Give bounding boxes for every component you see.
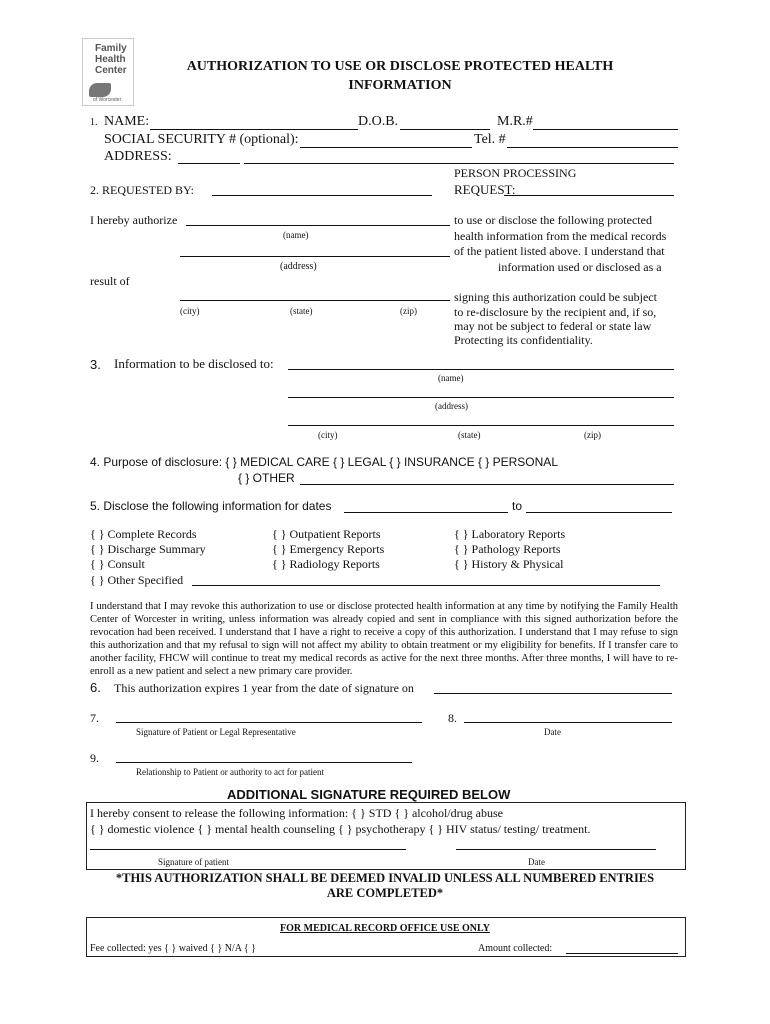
purpose-other-field[interactable] <box>300 484 674 485</box>
disclosed-name-caption: (name) <box>438 373 464 383</box>
logo-line2: Health <box>95 54 126 65</box>
form-title-line2: INFORMATION <box>348 78 452 93</box>
discharge-summary-option[interactable]: { } Discharge Summary <box>90 542 206 556</box>
state-caption: (state) <box>290 306 313 316</box>
tel-field[interactable] <box>507 147 678 148</box>
name-field[interactable] <box>150 129 358 130</box>
additional-signature-field[interactable] <box>90 849 406 850</box>
city-caption: (city) <box>180 306 200 316</box>
mr-field[interactable] <box>533 129 678 130</box>
ssn-field[interactable] <box>300 147 472 148</box>
hereby-authorize-label: I hereby authorize <box>90 213 178 227</box>
authorize-city-field[interactable] <box>180 300 450 301</box>
signature-date-field[interactable] <box>464 722 672 723</box>
leaf-icon <box>89 83 111 97</box>
dates-to-label: to <box>512 499 523 513</box>
logo-line3: Center <box>95 65 127 76</box>
requested-by-field[interactable] <box>212 195 432 196</box>
mr-label: M.R.# <box>497 114 533 129</box>
disclosed-to-city-field[interactable] <box>288 425 674 426</box>
revocation-paragraph: I understand that I may revoke this authorization to use or disclose protected health information at any time by notifying the Family Health Center of Worcester in writing, unless information was already copied and sent in compliance with this signed authorization before the revocation had been received. I understand that I have a right to receive a copy of this authorization. I understand that I may refuse to sign this authorization and that my refusal to sign will not affect my ability to obtain treatment or my eligibility for benefits. If I transfer care to another facility, FHCW will continue to treat my medical records as active for the next three months. After three months, I will have to re-enroll as a new patient and select a new primary care provider. <box>90 601 678 677</box>
dates-to-field[interactable] <box>526 512 672 513</box>
pathology-reports-option[interactable]: { } Pathology Reports <box>454 542 561 556</box>
dob-field[interactable] <box>400 129 490 130</box>
purpose-line-1: 4. Purpose of disclosure: { } MEDICAL CARE { } LEGAL { } INSURANCE { } PERSONAL <box>90 455 558 469</box>
auth-text-7: may not be subject to federal or state law <box>454 319 652 333</box>
other-specified-field[interactable] <box>192 585 660 586</box>
additional-signature-heading: ADDITIONAL SIGNATURE REQUIRED BELOW <box>227 787 511 802</box>
disclosed-to-address-field[interactable] <box>288 397 674 398</box>
auth-text-3: of the patient listed above. I understand that <box>454 244 665 258</box>
auth-text-5: signing this authorization could be subject <box>454 290 657 304</box>
zip-caption: (zip) <box>400 306 417 316</box>
tel-label: Tel. # <box>474 132 506 147</box>
invalid-warning-line1: *THIS AUTHORIZATION SHALL BE DEEMED INVALID UNLESS ALL NUMBERED ENTRIES <box>115 871 655 885</box>
address-label: ADDRESS: <box>104 149 172 164</box>
request-label: REQUEST: <box>454 182 516 197</box>
emergency-reports-option[interactable]: { } Emergency Reports <box>272 542 385 556</box>
consent-line-1: I hereby consent to release the following information: { } STD { } alcohol/drug abuse <box>90 806 503 820</box>
authorize-name-field[interactable] <box>186 225 450 226</box>
radiology-reports-option[interactable]: { } Radiology Reports <box>272 557 380 571</box>
consent-line-2: { } domestic violence { } mental health counseling { } psychotherapy { } HIV status/ testing/ treatment. <box>90 822 591 836</box>
additional-signature-caption: Signature of patient <box>158 857 229 867</box>
authorize-address-field[interactable] <box>180 256 450 257</box>
relationship-caption: Relationship to Patient or authority to act for patient <box>136 767 324 777</box>
disclosed-to-label: Information to be disclosed to: <box>114 356 274 371</box>
office-use-heading: FOR MEDICAL RECORD OFFICE USE ONLY <box>280 923 490 934</box>
laboratory-reports-option[interactable]: { } Laboratory Reports <box>454 527 566 541</box>
section-6-number: 6. <box>90 680 101 695</box>
patient-signature-field[interactable] <box>116 722 422 723</box>
ssn-label: SOCIAL SECURITY # (optional): <box>104 132 299 147</box>
authorize-address-caption: (address) <box>280 261 317 272</box>
dob-label: D.O.B. <box>358 114 399 129</box>
person-processing-label: PERSON PROCESSING <box>454 166 577 180</box>
form-title-line1: AUTHORIZATION TO USE OR DISCLOSE PROTECTED HEALTH <box>186 59 614 74</box>
amount-collected-field[interactable] <box>566 953 678 954</box>
logo-subtitle: of Worcester <box>93 97 122 103</box>
section-1-number: 1. <box>90 117 98 128</box>
address-field-a[interactable] <box>178 163 240 164</box>
section-7-number: 7. <box>90 711 99 725</box>
expires-date-field[interactable] <box>434 693 672 694</box>
signature-date-caption: Date <box>544 727 561 737</box>
name-label: NAME: <box>104 114 150 129</box>
dates-from-field[interactable] <box>344 512 508 513</box>
purpose-other-label: { } OTHER <box>238 471 295 485</box>
section-3-number: 3. <box>90 357 101 372</box>
relationship-field[interactable] <box>116 762 412 763</box>
fee-collected-label: Fee collected: yes { } waived { } N/A { } <box>90 943 256 954</box>
disclosed-address-caption: (address) <box>435 401 468 411</box>
fhcw-logo <box>82 38 134 106</box>
logo-line1: Family <box>95 43 127 54</box>
requested-by-label: 2. REQUESTED BY: <box>90 183 194 197</box>
outpatient-reports-option[interactable]: { } Outpatient Reports <box>272 527 381 541</box>
logo-text <box>95 43 127 76</box>
disclosed-to-name-field[interactable] <box>288 369 674 370</box>
additional-date-caption: Date <box>528 857 545 867</box>
patient-signature-caption: Signature of Patient or Legal Representative <box>136 727 296 737</box>
disclosed-zip-caption: (zip) <box>584 430 601 440</box>
auth-text-4: information used or disclosed as a <box>498 260 662 274</box>
authorize-name-caption: (name) <box>283 230 309 240</box>
auth-text-8: Protecting its confidentiality. <box>454 333 593 347</box>
amount-collected-label: Amount collected: <box>478 943 553 954</box>
other-specified-option[interactable]: { } Other Specified <box>90 573 184 587</box>
result-of-label: result of <box>90 274 130 288</box>
disclosed-city-caption: (city) <box>318 430 338 440</box>
section-8-number: 8. <box>448 711 457 725</box>
history-physical-option[interactable]: { } History & Physical <box>454 557 564 571</box>
disclosed-state-caption: (state) <box>458 430 481 440</box>
section-9-number: 9. <box>90 751 99 765</box>
additional-date-field[interactable] <box>456 849 656 850</box>
address-field-b[interactable] <box>244 163 674 164</box>
complete-records-option[interactable]: { } Complete Records <box>90 527 197 541</box>
auth-text-6: to re-disclosure by the recipient and, if so, <box>454 305 657 319</box>
auth-text-1: to use or disclose the following protected <box>454 213 652 227</box>
invalid-warning-line2: ARE COMPLETED* <box>326 886 444 900</box>
disclose-dates-label: 5. Disclose the following information for dates <box>90 499 332 513</box>
request-field[interactable] <box>504 195 674 196</box>
expires-label: This authorization expires 1 year from the date of signature on <box>114 681 414 695</box>
auth-text-2: health information from the medical records <box>454 229 667 243</box>
consult-option[interactable]: { } Consult <box>90 557 145 571</box>
